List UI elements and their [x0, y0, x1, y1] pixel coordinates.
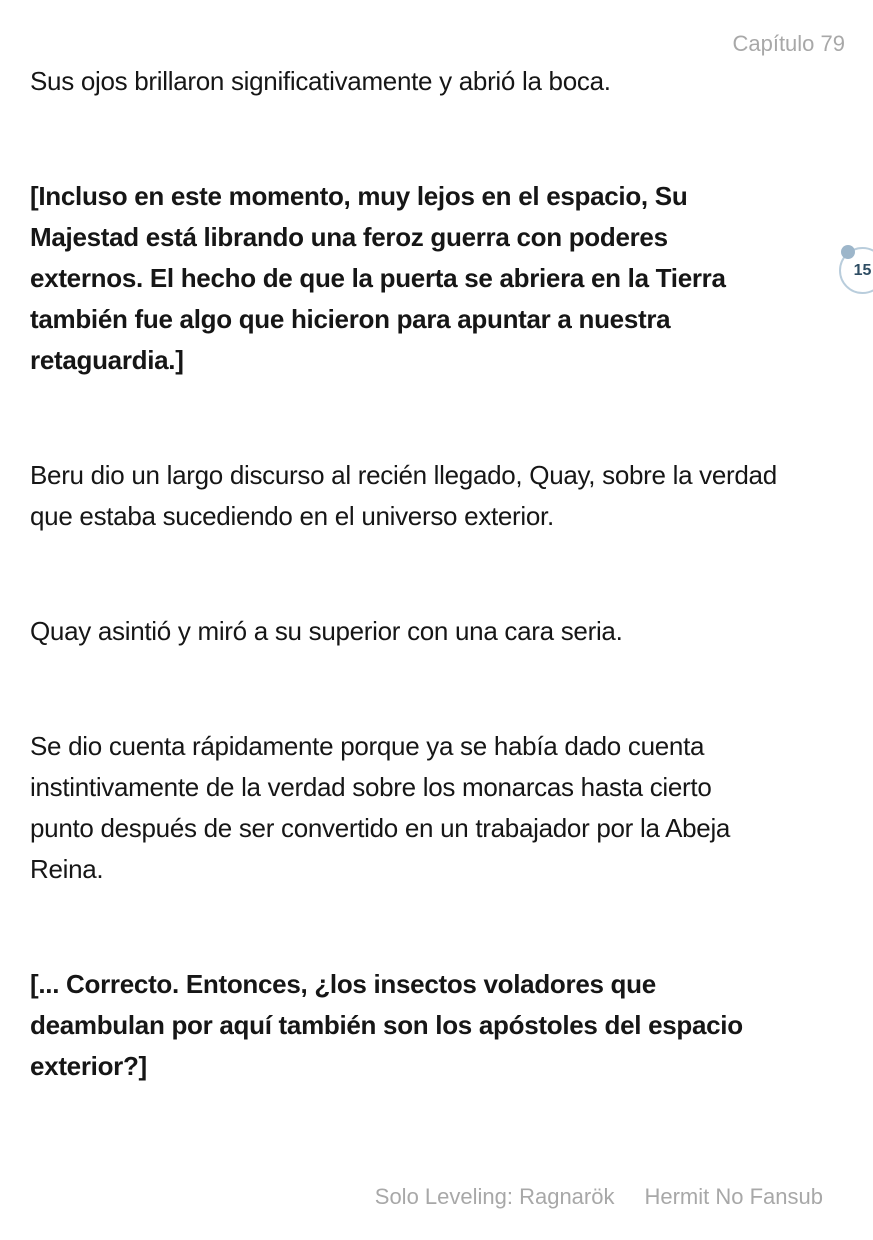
fansub-credit: Hermit No Fansub: [644, 1184, 823, 1209]
paragraph: Sus ojos brillaron significativamente y abrió la boca.: [30, 66, 611, 96]
chapter-label: Capítulo 79: [732, 31, 845, 56]
comment-dot-icon: [841, 245, 855, 259]
paragraph-dialogue: [... Correcto. Entonces, ¿los insectos voladores que deambulan por aquí también son los apóstoles del espacio exterior?]: [30, 969, 743, 1081]
paragraph: Se dio cuenta rápidamente porque ya se había dado cuenta instintivamente de la verdad sobre los monarcas hasta cierto punto después de ser convertido en un trabajador por la Abeja Reina.: [30, 731, 731, 884]
paragraph: Beru dio un largo discurso al recién llegado, Quay, sobre la verdad que estaba sucediendo en el universo exterior.: [30, 460, 777, 531]
paragraph: Quay asintió y miró a su superior con una cara seria.: [30, 616, 623, 646]
paragraph-dialogue: [Incluso en este momento, muy lejos en el espacio, Su Majestad está librando una feroz guerra con poderes externos. El hecho de que la puerta se abriera en la Tierra también fue algo que hicieron para apuntar a nuestra retaguardia.]: [30, 181, 726, 375]
book-title: Solo Leveling: Ragnarök: [374, 1184, 615, 1209]
comment-count: 15: [853, 261, 872, 279]
comment-count-badge[interactable]: [839, 247, 873, 294]
chapter-text: [30, 61, 830, 1087]
page-footer: [0, 1184, 873, 1210]
